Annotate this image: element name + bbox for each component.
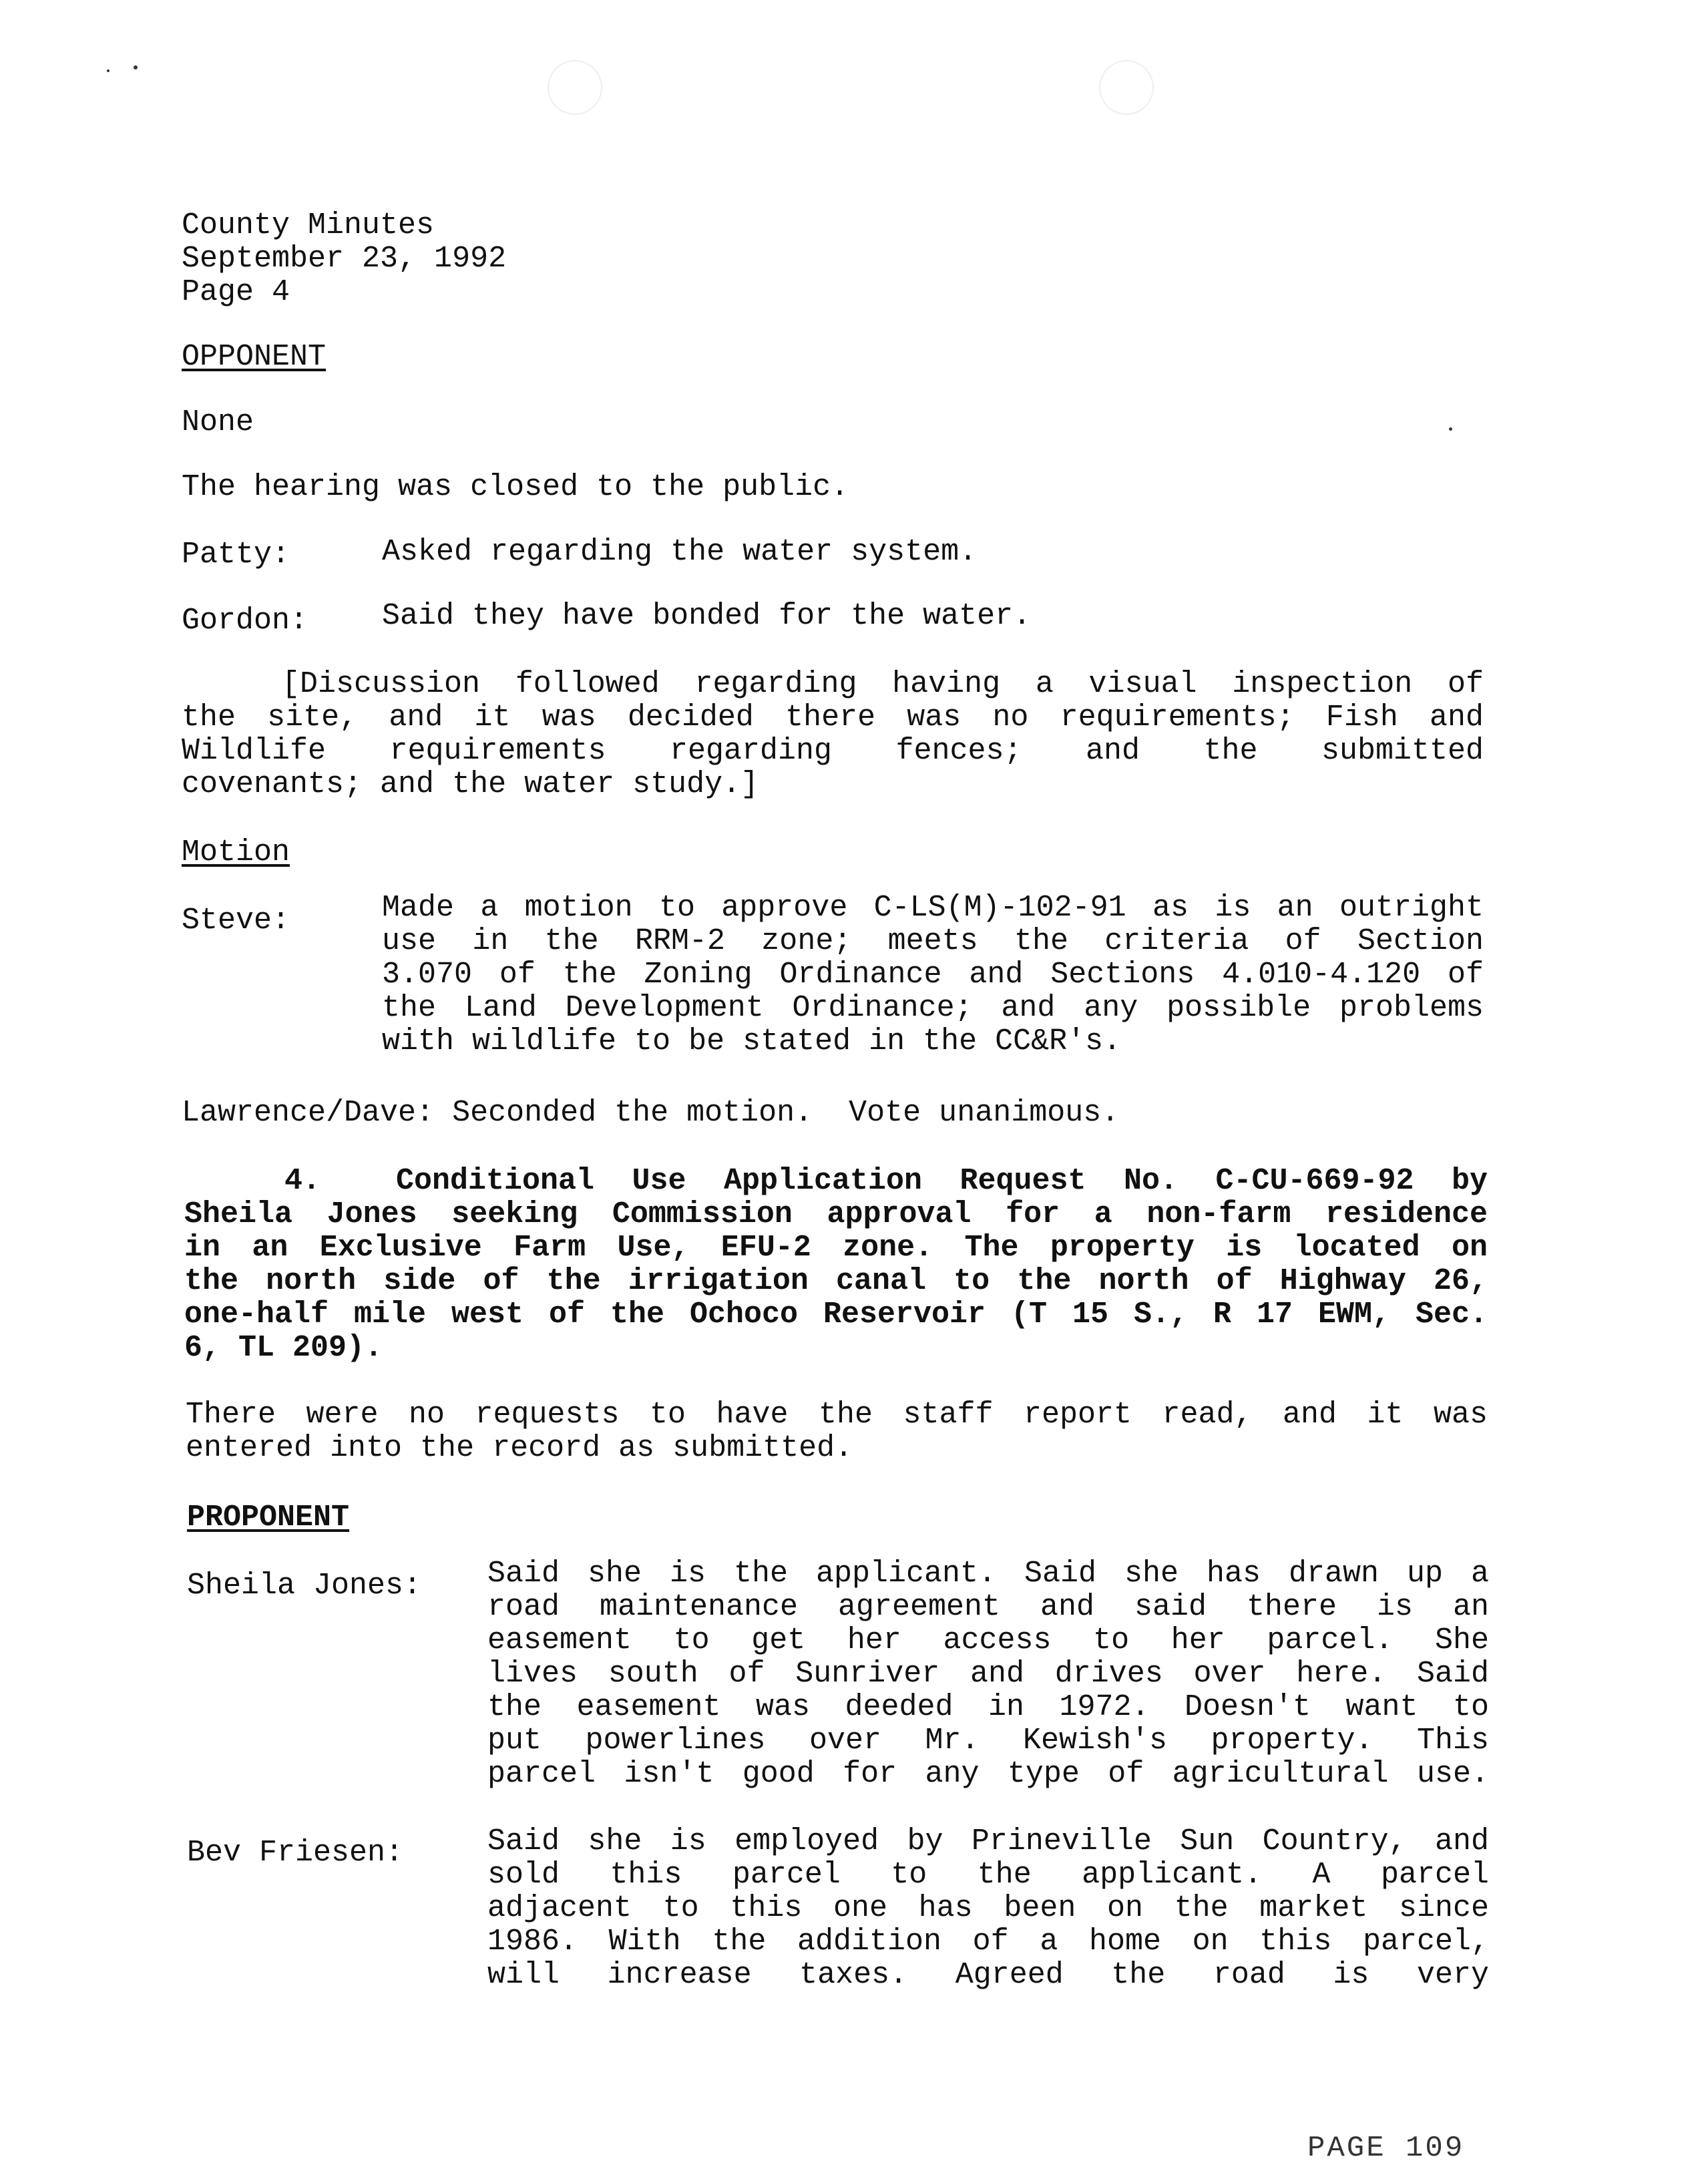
statement-line: put powerlines over Mr. Kewish's property. This (487, 1724, 1489, 1758)
motion-line: Made a motion to approve C-LS(M)-102-91 as is an outright (382, 891, 1484, 925)
statement-line: Said she is employed by Prineville Sun Country, and (487, 1824, 1489, 1858)
motion-line: use in the RRM-2 zone; meets the criteria of Section (382, 924, 1484, 958)
discussion-line: [Discussion followed regarding having a visual inspection of (282, 667, 1484, 701)
header-date: September 23, 1992 (182, 242, 507, 276)
hearing-closed-text: The hearing was closed to the public. (182, 470, 849, 504)
proponent-statement (487, 1825, 1489, 1992)
speaker-label: Gordon: (182, 604, 308, 638)
speaker-remark: Said they have bonded for the water. (382, 599, 1032, 633)
statement-line: easement to get her access to her parcel. She (487, 1623, 1489, 1657)
staff-report-paragraph (186, 1398, 1488, 1465)
discussion-line: the site, and it was decided there was no requirements; Fish and (182, 701, 1484, 735)
statement-line: Said she is the applicant. Said she has drawn up a (487, 1557, 1489, 1591)
motion-second: Lawrence/Dave: Seconded the motion. Vote unanimous. (182, 1096, 1120, 1130)
scan-speck (1449, 427, 1452, 431)
item-4-line: Sheila Jones seeking Commission approval for a non-farm residence (184, 1197, 1488, 1231)
staff-report-line: entered into the record as submitted. (186, 1431, 853, 1465)
proponent-speaker: Sheila Jones: (187, 1569, 422, 1603)
header-page: Page 4 (182, 275, 290, 309)
motion-line: with wildlife to be stated in the CC&R's. (382, 1024, 1122, 1058)
punch-hole-right (1099, 60, 1154, 115)
speaker-remark: Asked regarding the water system. (382, 535, 978, 569)
item-4-line: the north side of the irrigation canal to the north of Highway 26, (184, 1264, 1488, 1298)
motion-heading: Motion (182, 835, 290, 869)
scan-speck (134, 65, 138, 69)
opponent-text: None (182, 405, 254, 439)
punch-hole-left (548, 60, 602, 115)
statement-line: adjacent to this one has been on the market since (487, 1891, 1489, 1925)
header-title: County Minutes (182, 208, 435, 242)
discussion-paragraph (182, 668, 1484, 801)
statement-line: 1986. With the addition of a home on this parcel, (487, 1925, 1489, 1959)
motion-line: 3.070 of the Zoning Ordinance and Sections 4.010-4.120 of (382, 958, 1484, 992)
statement-line: will increase taxes. Agreed the road is very (487, 1958, 1489, 1992)
statement-line: the easement was deeded in 1972. Doesn't want to (487, 1690, 1489, 1724)
item-4-line: in an Exclusive Farm Use, EFU-2 zone. The property is located on (184, 1231, 1488, 1265)
item-4-line: 6, TL 209). (184, 1331, 383, 1365)
header-block (182, 209, 506, 309)
page-stamp: PAGE 109 (1307, 2132, 1465, 2165)
statement-line: lives south of Sunriver and drives over here. Said (487, 1657, 1489, 1691)
speaker-label: Patty: (182, 538, 290, 572)
proponent-statement (487, 1557, 1489, 1791)
discussion-line: Wildlife requirements regarding fences; and the submitted (182, 734, 1484, 768)
item-4-line: one-half mile west of the Ochoco Reservoir (T 15 S., R 17 EWM, Sec. (184, 1298, 1488, 1332)
motion-speaker: Steve: (182, 904, 290, 938)
scan-speck (107, 69, 110, 72)
statement-line: road maintenance agreement and said there is an (487, 1590, 1489, 1624)
motion-line: the Land Development Ordinance; and any possible problems (382, 991, 1484, 1025)
opponent-heading: OPPONENT (182, 340, 327, 374)
discussion-line: covenants; and the water study.] (182, 767, 759, 801)
item-4-paragraph (184, 1165, 1488, 1365)
motion-text (382, 891, 1484, 1058)
proponent-heading: PROPONENT (187, 1501, 350, 1535)
staff-report-line: There were no requests to have the staff report read, and it was (186, 1398, 1488, 1432)
item-4-line: 4. Conditional Use Application Request No. C-CU-669-92 by (284, 1164, 1488, 1198)
statement-line: sold this parcel to the applicant. A parcel (487, 1858, 1489, 1892)
proponent-speaker: Bev Friesen: (187, 1836, 404, 1870)
statement-line: parcel isn't good for any type of agricultural use. (487, 1757, 1489, 1791)
